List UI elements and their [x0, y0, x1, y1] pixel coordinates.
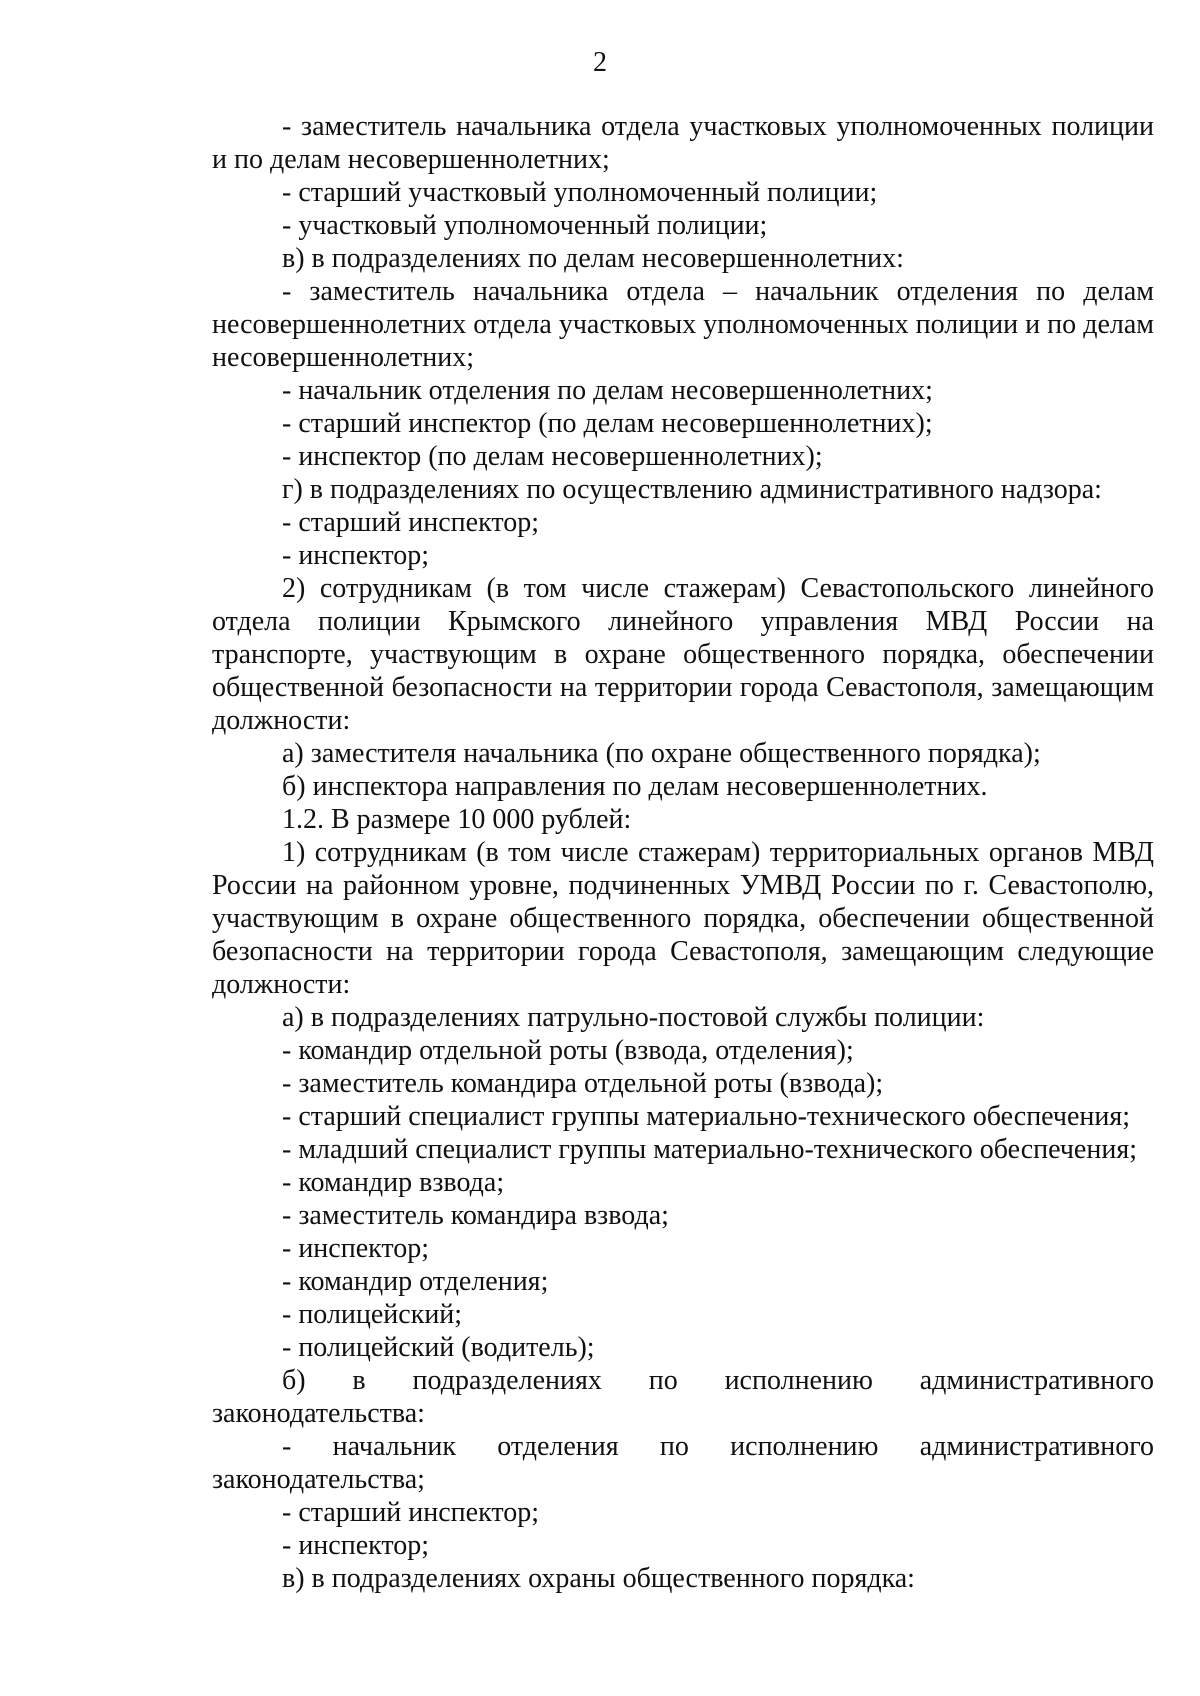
paragraph: в) в подразделениях охраны общественного порядка: — [282, 1563, 915, 1594]
paragraph: - полицейский; — [282, 1299, 463, 1330]
paragraph: а) в подразделениях патрульно-постовой службы полиции: — [282, 1002, 985, 1033]
paragraph: в) в подразделениях по делам несовершеннолетних: — [282, 243, 904, 274]
paragraph: - заместитель командира взвода; — [282, 1200, 669, 1231]
paragraph: б) в подразделениях по исполнению административного законодательства: — [212, 1365, 1154, 1429]
paragraph: - старший инспектор (по делам несовершеннолетних); — [282, 408, 933, 439]
paragraph: а) заместителя начальника (по охране общественного порядка); — [282, 738, 1041, 769]
paragraph: - старший участковый уполномоченный полиции; — [282, 177, 878, 208]
paragraph: - младший специалист группы материально-технического обеспечения; — [282, 1134, 1137, 1165]
paragraph: - начальник отделения по исполнению административного законодательства; — [212, 1431, 1154, 1495]
paragraph: - инспектор; — [282, 1530, 430, 1561]
paragraph: - полицейский (водитель); — [282, 1332, 595, 1363]
paragraph: - командир отделения; — [282, 1266, 549, 1297]
paragraph: 1.2. В размере 10 000 рублей: — [282, 804, 632, 835]
paragraph: - командир отдельной роты (взвода, отделения); — [282, 1035, 854, 1066]
paragraph: - инспектор; — [282, 540, 430, 571]
paragraph: б) инспектора направления по делам несовершеннолетних. — [282, 771, 988, 802]
paragraph: - старший инспектор; — [282, 1497, 539, 1528]
paragraph: - заместитель начальника отдела – начальник отделения по делам несовершеннолетних отдела участковых уполномоченных полиции и по делам несовершеннолетних; — [212, 276, 1154, 373]
paragraph: - заместитель начальника отдела участковых уполномоченных полиции и по делам несовершеннолетних; — [212, 111, 1154, 175]
paragraph: - старший инспектор; — [282, 507, 539, 538]
paragraph: - командир взвода; — [282, 1167, 505, 1198]
paragraph: - инспектор; — [282, 1233, 430, 1264]
paragraph: 2) сотрудникам (в том числе стажерам) Севастопольского линейного отдела полиции Крымского линейного управления МВД России на транспорте, участвующим в охране общественного порядка, обеспечении общественной безопасности на территории города Севастополя, замещающим должности: — [212, 573, 1154, 736]
paragraph: г) в подразделениях по осуществлению административного надзора: — [282, 474, 1102, 505]
paragraph: 1) сотрудникам (в том числе стажерам) территориальных органов МВД России на районном уровне, подчиненных УМВД России по г. Севастополю, участвующим в охране общественного порядка, обеспечении общественной безопасности на территории города Севастополя, замещающим следующие должности: — [212, 837, 1154, 1000]
paragraph: - старший специалист группы материально-технического обеспечения; — [282, 1101, 1131, 1132]
page-number: 2 — [593, 47, 607, 78]
paragraph: - заместитель командира отдельной роты (взвода); — [282, 1068, 884, 1099]
paragraph: - участковый уполномоченный полиции; — [282, 210, 768, 241]
paragraph: - начальник отделения по делам несовершеннолетних; — [282, 375, 933, 406]
paragraph: - инспектор (по делам несовершеннолетних); — [282, 441, 823, 472]
document-body — [212, 110, 1154, 1595]
